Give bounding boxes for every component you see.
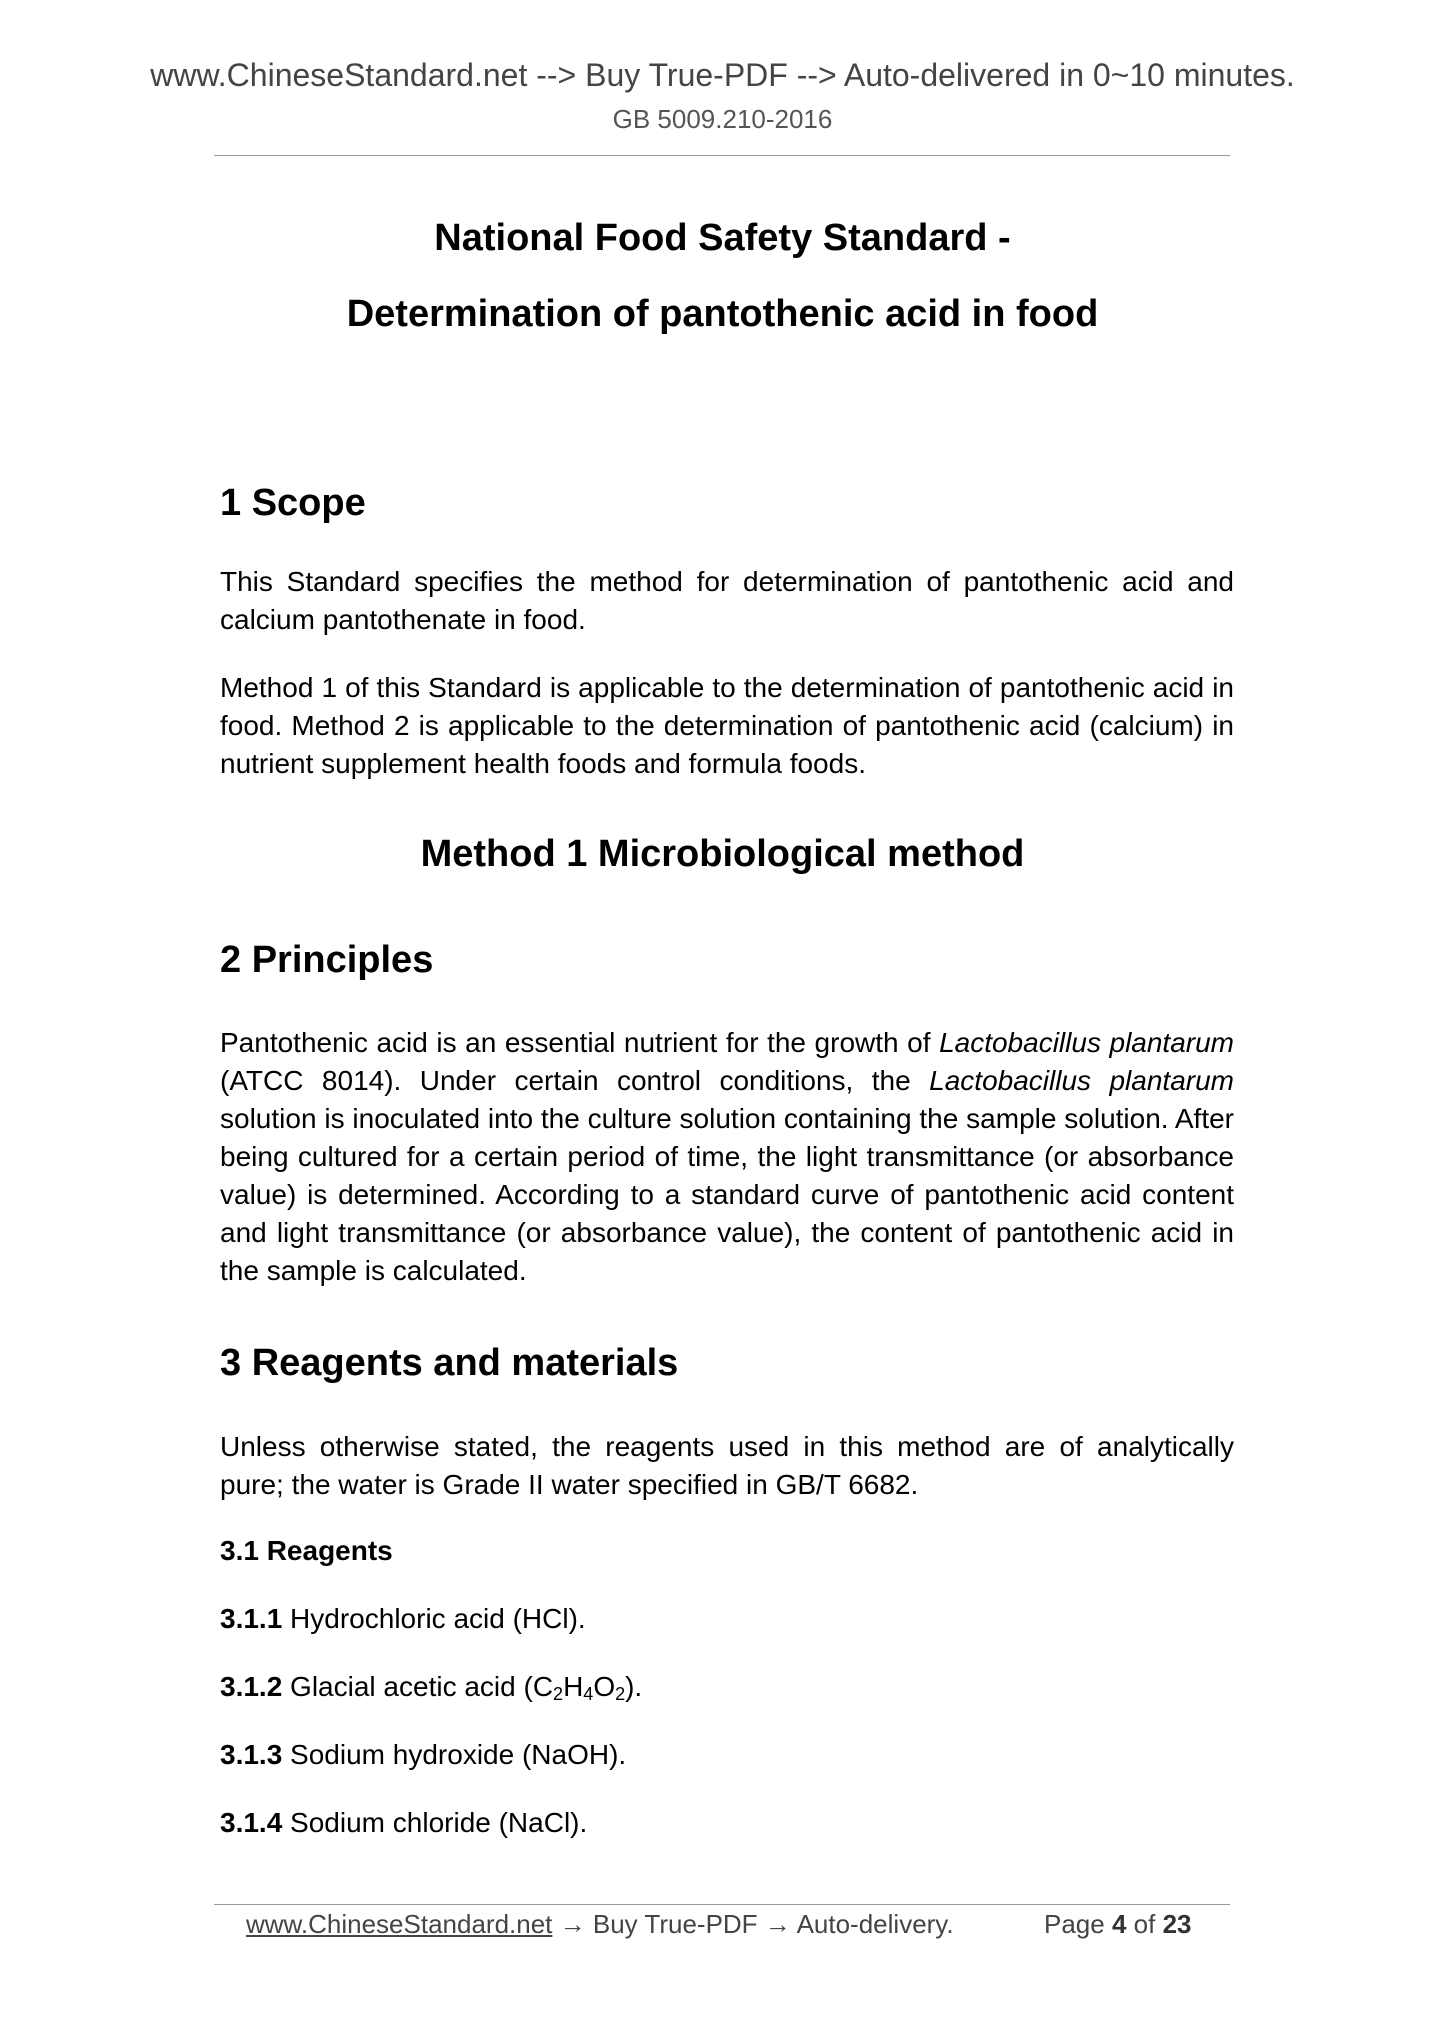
section-heading-scope: 1 Scope (220, 482, 366, 524)
reagent-text-end: ). (625, 1671, 643, 1702)
reagent-number: 3.1.4 (220, 1807, 283, 1838)
reagent-text: Sodium chloride (NaCl). (282, 1807, 588, 1838)
reagent-item (220, 1600, 586, 1638)
formula-subscript: 4 (583, 1684, 594, 1704)
species-name-1: Lactobacillus plantarum (939, 1027, 1235, 1058)
page-indicator (1044, 1906, 1191, 1942)
reagent-text: Sodium hydroxide (NaOH). (282, 1739, 627, 1770)
page-label: Page (1044, 1909, 1112, 1939)
scope-paragraph-2: Method 1 of this Standard is applicable to the determination of pantothenic acid in food. Method 2 is applicable to the determination of pantothenic acid (calcium) in nutrient supplement health foods and formula foods. (220, 672, 1234, 779)
formula-element: O (593, 1671, 616, 1702)
header-doc-code: GB 5009.210-2016 (612, 104, 833, 134)
reagent-number: 3.1.3 (220, 1739, 283, 1770)
scope-paragraph-1: This Standard specifies the method for determination of pantothenic acid and calcium pantothenate in food. (220, 566, 1234, 635)
reagent-number: 3.1.2 (220, 1671, 283, 1702)
species-name-2: Lactobacillus plantarum (929, 1065, 1234, 1096)
reagent-item (220, 1668, 642, 1706)
section-heading-principles: 2 Principles (220, 939, 434, 981)
doc-title-line-1: National Food Safety Standard - (434, 217, 1011, 259)
footer-site-link[interactable]: www.ChineseStandard.net (246, 1909, 553, 1939)
principles-text-2: (ATCC 8014). Under certain control conditions, the (220, 1065, 930, 1096)
formula-subscript: 2 (553, 1684, 564, 1704)
principles-paragraph (220, 1024, 1234, 1290)
header-divider (214, 155, 1230, 156)
header-promo-line: www.ChineseStandard.net --> Buy True-PDF --> Auto-delivered in 0~10 minutes. (150, 57, 1295, 93)
principles-text-3: solution is inoculated into the culture solution containing the sample solution. After being cultured for a certain period of time, the light transmittance (or absorbance value) is determined. According to a standard curve of pantothenic acid content and light transmittance (or absorbance value), the content of pantothenic acid in the sample is calculated. (220, 1103, 1234, 1286)
reagent-item (220, 1736, 626, 1774)
reagent-item (220, 1804, 587, 1842)
section-heading-reagents: 3 Reagents and materials (220, 1342, 679, 1384)
reagent-number: 3.1.1 (220, 1603, 283, 1634)
formula-subscript: 2 (615, 1684, 626, 1704)
footer-divider (214, 1904, 1230, 1905)
footer-promo (246, 1906, 954, 1942)
page-number: 4 (1111, 1909, 1127, 1939)
principles-text-1: Pantothenic acid is an essential nutrient for the growth of (220, 1027, 940, 1058)
reagents-intro-paragraph: Unless otherwise stated, the reagents used in this method are of analytically pure; the water is Grade II water specified in GB/T 6682. (220, 1431, 1234, 1500)
method-1-heading: Method 1 Microbiological method (420, 833, 1025, 875)
page-of-label: of (1126, 1909, 1163, 1939)
reagent-text: Glacial acetic acid (C (282, 1671, 554, 1702)
doc-title-line-2: Determination of pantothenic acid in food (346, 293, 1099, 335)
reagent-text: Hydrochloric acid (HCl). (282, 1603, 586, 1634)
subsection-heading-reagents: 3.1 Reagents (220, 1535, 393, 1566)
footer-promo-text: → Buy True-PDF → Auto-delivery. (552, 1909, 954, 1939)
page-total: 23 (1162, 1909, 1192, 1939)
formula-element: H (563, 1671, 584, 1702)
